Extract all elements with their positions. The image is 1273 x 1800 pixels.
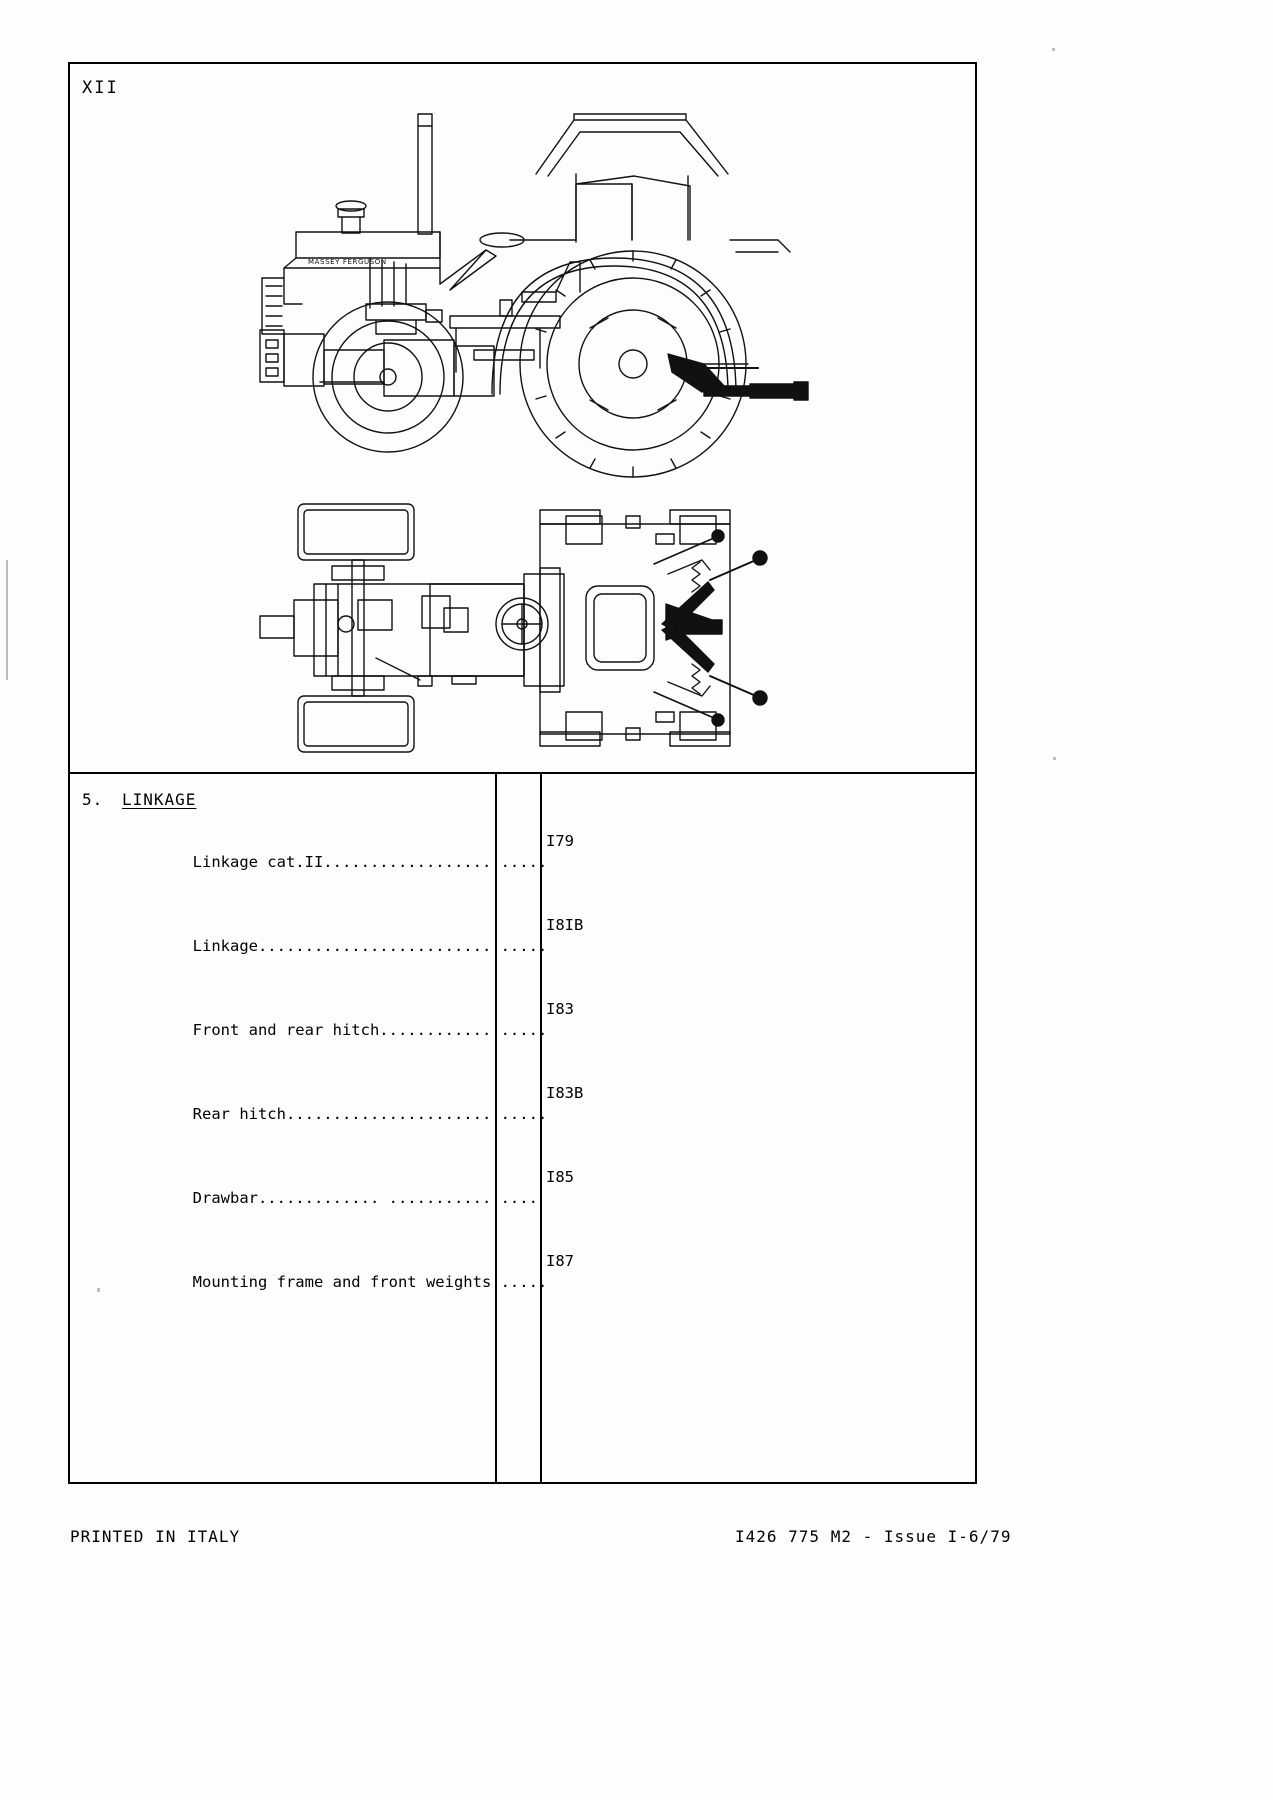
scan-artifact — [6, 560, 8, 680]
tractor-top-view — [260, 504, 767, 752]
section-heading — [82, 790, 552, 809]
index-entry — [118, 831, 574, 915]
svg-text:MASSEY FERGUSON: MASSEY FERGUSON — [308, 258, 387, 266]
scan-artifact — [97, 1288, 100, 1292]
tractor-side-view — [260, 114, 808, 477]
section-number: 5. — [82, 790, 104, 809]
index-entry-page: I87 — [546, 1252, 574, 1270]
scan-artifact — [1052, 48, 1055, 51]
page-number: XII — [82, 78, 119, 98]
index-entry-page: I85 — [546, 1168, 574, 1186]
tractor-drawings — [70, 64, 975, 770]
index-entry-page: I8IB — [546, 916, 584, 934]
index-entry-page: I83B — [546, 1084, 584, 1102]
index-entry-page: I79 — [546, 832, 574, 850]
scan-artifact — [1053, 757, 1056, 760]
index-entry-label: Mounting frame and front weights...... — [192, 1273, 548, 1291]
section-title: LINKAGE — [122, 790, 197, 809]
index-entry-label: Rear hitch............................ — [192, 1105, 548, 1123]
index-entry-list — [82, 831, 584, 1335]
section-index — [82, 790, 584, 1335]
index-entry — [118, 1251, 574, 1335]
index-entry — [118, 999, 574, 1083]
index-entry-page: I83 — [546, 1000, 574, 1018]
horizontal-divider — [68, 772, 977, 774]
index-entry — [118, 1083, 584, 1167]
index-entry-label: Linkage............................... — [192, 937, 548, 955]
index-entry-label: Linkage cat.II........................ — [192, 853, 548, 871]
footer-printed-in: PRINTED IN ITALY — [70, 1527, 241, 1546]
index-entry — [118, 1167, 574, 1251]
index-entry-label: Front and rear hitch.................. — [192, 1021, 548, 1039]
index-entry — [118, 915, 584, 999]
index-entry-label: Drawbar............. ................ — [192, 1189, 538, 1207]
footer-document-code: I426 775 M2 - Issue I-6/79 — [735, 1527, 1012, 1546]
illustration-area — [70, 64, 975, 770]
